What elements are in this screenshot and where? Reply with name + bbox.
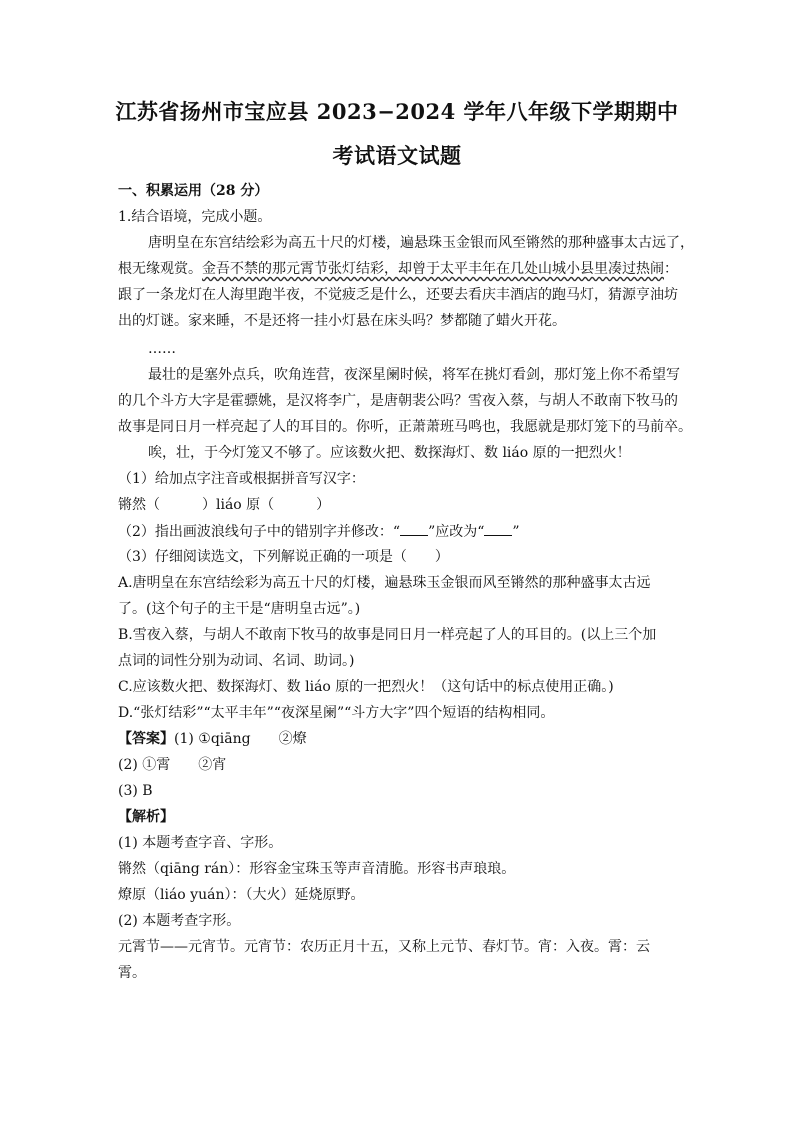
- passage-line: [118, 260, 688, 278]
- passage-line: 故事是同日月一样亮起了人的耳目的。你听，正萧萧班马鸣也，我愿就是那灯笼下的马前卒。: [118, 419, 692, 435]
- answer-line-2: (2) ①霄 ②宵: [118, 757, 227, 773]
- passage-line: 出的灯谜。家来睡，不是还将一挂小灯悬在床头吗？梦都随了蜡火开花。: [118, 313, 566, 329]
- passage-line: 的几个斗方大字是霍骠姚，是汉将李广，是唐朝裴公吗？雪夜入蔡，与胡人不敢南下牧马的: [118, 393, 678, 409]
- answer-blank[interactable]: [400, 522, 428, 536]
- answer-label: 【答案】: [118, 731, 174, 747]
- analysis-label: 【解析】: [118, 809, 174, 825]
- option-b: B.雪夜入蔡，与胡人不敢南下牧马的故事是同日月一样亮起了人的耳目的。(以上三个加: [118, 627, 657, 643]
- passage-text: 根无缘观赏。: [118, 261, 202, 277]
- sub-question-1: （1）给加点字注音或根据拼音写汉字：: [118, 471, 365, 487]
- analysis-line: 锵然（qiāng rán）：形容金宝珠玉等声音清脆。形容书声琅琅。: [118, 861, 516, 877]
- passage-ellipsis: ……: [148, 341, 176, 357]
- wavy-underlined-sentence: 金吾不禁的那元霄节张灯结彩，却曾于太平丰年在几处山城小县里凑过热闹: [202, 261, 664, 277]
- section-heading: 一、积累运用（28 分）: [118, 183, 269, 199]
- sub-question-2-text: ”: [512, 524, 520, 540]
- option-a-cont: 了。(这个句子的主干是“唐明皇古远”。): [118, 601, 361, 617]
- passage-text: ：: [664, 261, 678, 277]
- sub-question-2: [118, 522, 688, 541]
- passage-line: 最壮的是塞外点兵，吹角连营，夜深星阑时候，将军在挑灯看剑，那灯笼上你不希望写: [148, 367, 680, 383]
- sub-question-2-text: ”应改为“: [428, 524, 485, 540]
- passage-line: 跟了一条龙灯在人海里跑半夜，不觉疲乏是什么，还要去看庆丰酒店的跑马灯，猜源亨油坊: [118, 287, 678, 303]
- passage-line: 唉，壮，于今灯笼又不够了。应该数火把、数探海灯、数 liáo 原的一把烈火！: [148, 445, 631, 461]
- answer-text: (1) ①qiāng ②燎: [174, 731, 307, 747]
- answer-line-1: [118, 730, 688, 748]
- exam-title-line2: 考试语文试题: [332, 143, 462, 168]
- sub-question-1-items: 锵然（ ）liáo 原（ ）: [118, 497, 331, 513]
- analysis-line: 霄。: [118, 965, 146, 981]
- option-b-cont: 点词的词性分别为动词、名词、助词。): [118, 653, 355, 669]
- sub-question-3: （3）仔细阅读选文，下列解说正确的一项是（ ）: [118, 549, 449, 565]
- question-prompt: 1.结合语境，完成小题。: [118, 209, 272, 225]
- analysis-line: 燎原（liáo yuán）：（大火）延烧原野。: [118, 887, 365, 903]
- analysis-line: 元霄节——元宵节。元宵节：农历正月十五，又称上元节、春灯节。宵：入夜。霄：云: [118, 939, 650, 955]
- answer-blank[interactable]: [484, 522, 512, 536]
- exam-title-line1: 江苏省扬州市宝应县 2023−2024 学年八年级下学期期中: [115, 99, 679, 124]
- option-c: C.应该数火把、数探海灯、数 liáo 原的一把烈火！（这句话中的标点使用正确。): [118, 679, 614, 695]
- option-d: D.“张灯结彩”“太平丰年”“夜深星阑”“斗方大字”四个短语的结构相同。: [118, 705, 555, 721]
- sub-question-2-text: （2）指出画波浪线句子中的错别字并修改：“: [118, 524, 401, 540]
- answer-line-3: (3) B: [118, 783, 153, 799]
- option-a: A.唐明皇在东宫结绘彩为高五十尺的灯楼，遍悬珠玉金银而风至锵然的那种盛事太古远: [118, 575, 651, 591]
- analysis-line: (2) 本题考查字形。: [118, 913, 241, 929]
- passage-line: 唐明皇在东宫结绘彩为高五十尺的灯楼，遍悬珠玉金银而风至锵然的那种盛事太古远了，: [148, 235, 694, 251]
- analysis-line: (1) 本题考查字音、字形。: [118, 835, 283, 851]
